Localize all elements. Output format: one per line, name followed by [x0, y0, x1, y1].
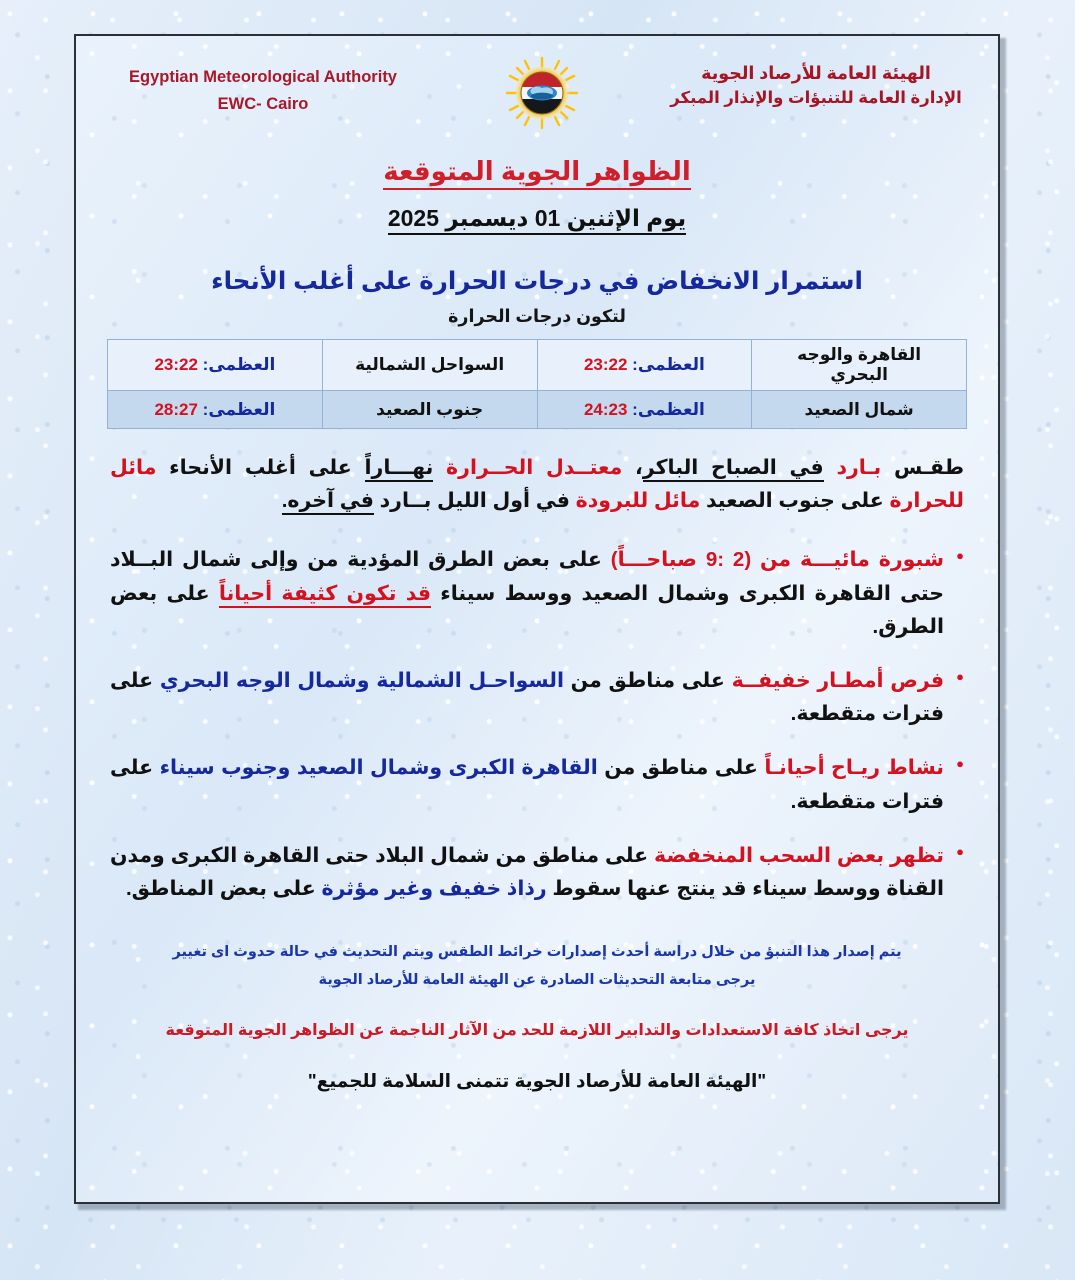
authority-en-line-2: EWC- Cairo [217, 95, 309, 114]
temp-cell-north-saeed [537, 391, 752, 429]
bullet-item-wind [110, 751, 964, 817]
bullet3-seg-1: نشاط ريـاح أحيانـاً [764, 756, 945, 780]
forecast-subheadline: لتكون درجات الحرارة [448, 306, 626, 326]
page-title [76, 156, 998, 187]
authority-name-arabic [666, 54, 966, 111]
lead-seg-7: على أغلب الأنحاء [156, 456, 365, 479]
bullet3-seg-4: على فترات متقطعة. [110, 756, 944, 813]
temp-cell-cairo-delta [537, 340, 752, 391]
temp-label: العظمى: [632, 355, 705, 374]
region-cell-cairo-delta: القاهرة والوجه البحري [752, 340, 967, 391]
forecast-body [76, 451, 998, 905]
ema-sun-cloud-logo [505, 56, 579, 130]
bullet1-seg-1: شبورة مائيـــة من (2 :9 صباحـــاً) [610, 548, 945, 572]
table-row [108, 391, 967, 429]
issuance-note-line-1: يتم إصدار هذا التنبؤ من خلال دراسة أحدث إصدارات خرائط الطقس ويتم التحديث في حالة حدوث اى تغيير [172, 944, 902, 961]
temp-cell-south-saeed [108, 391, 323, 429]
lead-paragraph [110, 451, 964, 517]
bullet2-seg-2: على مناطق من [563, 669, 732, 693]
temp-label: العظمى: [202, 355, 276, 374]
authority-line-2: الإدارة العامة للتنبؤات والإنذار المبكر [670, 89, 962, 108]
bullet-item-fog [110, 543, 964, 643]
temp-value: 23:22 [154, 355, 198, 374]
bullet2-seg-3: السواحـل الشمالية وشمال الوجه البحري [159, 669, 564, 693]
temp-value: 24:23 [583, 399, 628, 419]
region-cell-north-saeed: شمال الصعيد [752, 391, 967, 429]
bullet-item-clouds [110, 839, 964, 905]
issuance-note [116, 939, 958, 994]
bullet3-seg-2: على مناطق من [597, 756, 765, 780]
lead-seg-6: نهـــاراً [365, 456, 434, 482]
bullet1-seg-3: قد تكون كثيفة أحياناً [219, 582, 431, 608]
lead-seg-1: طقـس [881, 456, 964, 479]
region-cell-north-coasts: السواحل الشمالية [322, 340, 537, 391]
document-header [76, 36, 998, 130]
temp-cell-north-coasts [108, 340, 323, 391]
lead-seg-3: في الصباح الباكر [643, 456, 824, 482]
lead-seg-12: في آخره. [282, 489, 374, 515]
authority-name-english [108, 54, 418, 118]
temp-value: 23:22 [583, 355, 628, 374]
authority-en-line-1: Egyptian Meteorological Authority [129, 68, 397, 86]
bullet1-seg-2: على بعض الطرق المؤدية من وإلى شمال البــلاد حتى القاهرة الكبرى وشمال الصعيد ووسط سيناء [110, 548, 944, 605]
bullet-item-rain [110, 664, 964, 730]
bulletin-document [74, 34, 1000, 1204]
authority-line-1: الهيئة العامة للأرصاد الجوية [701, 63, 931, 83]
lead-seg-4: ، [622, 456, 643, 479]
bullet3-seg-3: القاهرة الكبرى وشمال الصعيد وجنوب سيناء [159, 756, 598, 780]
bulletin-date-text: يوم الإثنين 01 ديسمبر 2025 [388, 205, 686, 235]
temp-label: العظمى: [202, 399, 276, 419]
lead-seg-11: في أول الليل بــارد [373, 489, 576, 513]
temp-label: العظمى: [632, 399, 705, 419]
bullet1-seg-4: على بعض الطرق. [110, 581, 944, 638]
bullet4-seg-1: تظهر بعض السحب المنخفضة [654, 843, 944, 867]
logo-container [500, 54, 584, 130]
table-row [108, 340, 967, 391]
temperature-table [107, 339, 967, 429]
lead-seg-8: مائل للحرارة [110, 456, 964, 513]
temp-value: 28:27 [154, 399, 198, 419]
document-footer [76, 939, 998, 1092]
region-cell-south-saeed: جنوب الصعيد [322, 391, 537, 429]
safety-warning: يرجى اتخاذ كافة الاستعدادات والتدابير اللازمة للحد من الآثار الناجمة عن الظواهر الجوية المتوقعة [165, 1022, 909, 1040]
bullet4-seg-4: على بعض المناطق. [125, 877, 322, 901]
lead-seg-5: معتــدل الحــرارة [433, 456, 623, 479]
page-title-text: الظواهر الجوية المتوقعة [383, 156, 691, 190]
lead-seg-9: على جنوب الصعيد [700, 489, 890, 513]
lead-seg-2: بـارد [823, 456, 882, 479]
issuance-note-line-2: يرجى متابعة التحديثات الصادرة عن الهيئة العامة للأرصاد الجوية [318, 971, 756, 988]
forecast-headline: استمرار الانخفاض في درجات الحرارة على أغلب الأنحاء [211, 268, 863, 295]
bullet2-seg-1: فرص أمطـار خفيفــة [731, 669, 944, 693]
closing-quote: "الهيئة العامة للأرصاد الجوية تتمنى السلامة للجميع" [307, 1070, 767, 1092]
bullet2-seg-4: على فترات متقطعة. [110, 669, 944, 726]
lead-seg-10: مائل للبرودة [575, 489, 701, 513]
bulletin-date [76, 205, 998, 232]
bullet4-seg-3: رذاذ خفيف وغير مؤثرة [321, 877, 547, 901]
bullet4-seg-2: على مناطق من شمال البلاد حتى القاهرة الكبرى ومدن القناة ووسط سيناء قد ينتج عنها سقوط [110, 843, 944, 901]
